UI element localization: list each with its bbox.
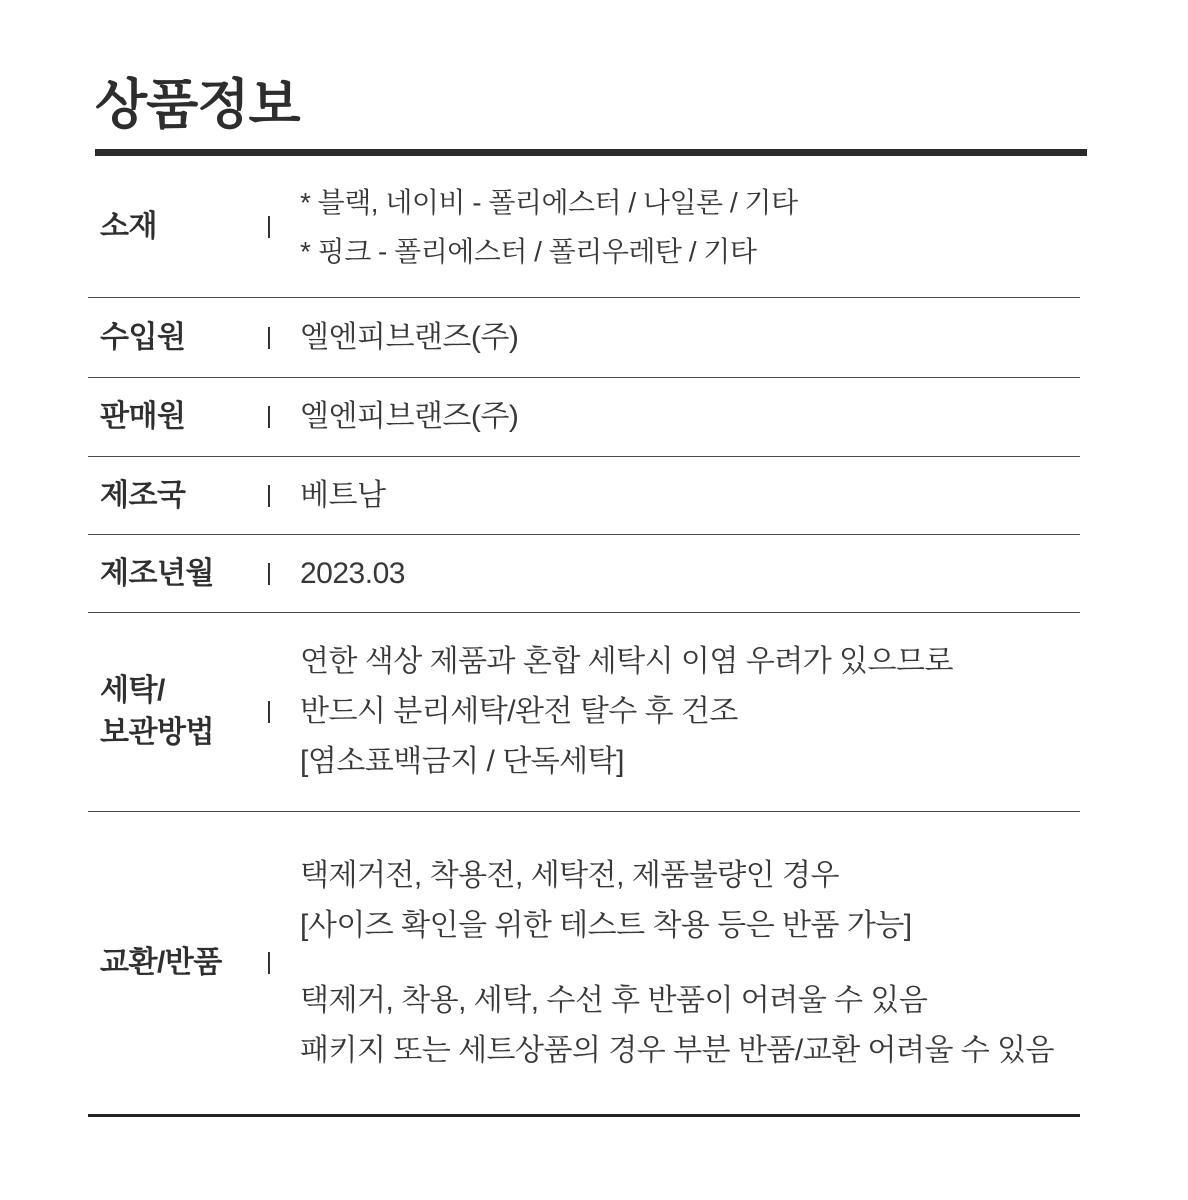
info-row-exchange-return [88,812,1080,1117]
page-title: 상품정보 [95,75,300,135]
row-value-line: 베트남 [300,478,386,512]
row-value-line: 반드시 분리세탁/완전 탈수 후 건조 [300,695,738,728]
row-value [300,313,1080,363]
row-value-line: [사이즈 확인을 위한 테스트 착용 등은 반품 가능] [300,908,912,942]
row-separator [258,563,300,585]
info-row-manufacture-date [88,535,1080,613]
row-label-text: 소재 [100,209,157,243]
row-value [300,471,1080,521]
row-value-line: * 블랙, 네이비 - 폴리에스터 / 나일론 / 기타 [300,186,798,218]
row-label-text: 제조년월 [100,556,214,590]
row-separator [258,216,300,238]
row-separator [258,952,300,974]
row-value [300,178,1080,276]
row-value-line: * 핑크 - 폴리에스터 / 폴리우레탄 / 기타 [300,235,757,267]
row-value [300,851,1080,1076]
info-row-material [88,156,1080,298]
row-label-text: 보관방법 [100,716,214,749]
row-label [88,942,258,984]
row-label-text: 제조국 [100,478,186,512]
info-row-care [88,613,1080,812]
row-label [88,396,258,438]
info-row-country [88,457,1080,535]
info-row-seller [88,378,1080,457]
row-separator [258,485,300,507]
row-value-line: 엘엔피브랜즈(주) [300,400,519,433]
row-value-line: 택제거전, 착용전, 세탁전, 제품불량인 경우 [300,858,840,892]
title-divider [95,149,1087,156]
product-info-table [88,156,1080,1117]
row-label [88,475,258,517]
row-label [88,206,258,248]
row-label-text: 판매원 [100,400,186,433]
row-value-line: 2023.03 [300,556,405,590]
row-value [300,392,1080,442]
row-value [300,637,1080,787]
row-value-line: 연한 색상 제품과 혼합 세탁시 이염 우려가 있으므로 [300,645,953,678]
row-label-text: 수입원 [100,320,186,354]
row-label [88,670,258,754]
info-row-importer [88,298,1080,378]
row-value [300,549,1080,599]
row-value-line: 패키지 또는 세트상품의 경우 부분 반품/교환 어려울 수 있음 [300,1033,1055,1067]
row-value-line: [염소표백금지 / 단독세탁] [300,745,624,778]
row-separator [258,327,300,349]
row-label [88,553,258,595]
row-label-text: 세탁/ [100,674,165,707]
row-separator [258,701,300,723]
row-value-line: 엘엔피브랜즈(주) [300,320,519,354]
row-label [88,317,258,359]
row-label-text: 교환/반품 [100,946,222,979]
row-value-line: 택제거, 착용, 세탁, 수선 후 반품이 어려울 수 있음 [300,983,928,1017]
row-separator [258,406,300,428]
